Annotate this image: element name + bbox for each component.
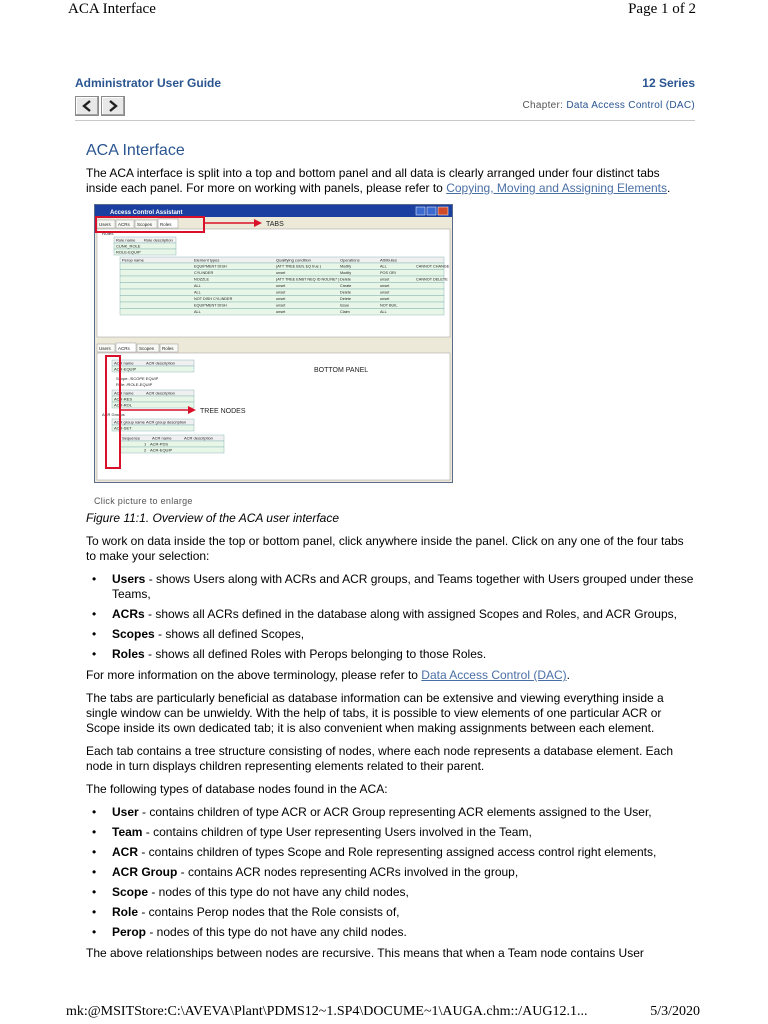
bottom-tab-scopes[interactable]: Scopes	[139, 346, 155, 351]
bullet-term: ACR Group	[112, 865, 178, 879]
bullet-role	[86, 905, 694, 920]
bottom-tab-users[interactable]: Users	[99, 346, 111, 351]
perop-cell: unset	[380, 284, 390, 289]
perop-cell: Modify	[340, 271, 352, 276]
acr-name-header: ACR name	[114, 390, 134, 396]
bullet-users	[86, 572, 694, 602]
perop-header: Element types	[194, 257, 220, 263]
bullet-term: Users	[112, 572, 146, 586]
section-title: ACA Interface	[86, 142, 185, 159]
top-tab-strip	[97, 219, 178, 228]
perop-cell: EQUIPMENT DISH	[194, 303, 227, 308]
perop-cell: Delete	[340, 277, 351, 282]
chapter-line	[522, 100, 695, 111]
terminology-paragraph	[86, 668, 694, 683]
perop-cell: unset	[276, 271, 286, 276]
perop-cell: unset	[276, 284, 286, 289]
previous-button[interactable]	[75, 96, 99, 116]
perop-cell: ALL	[380, 264, 387, 269]
print-footer-path: mk:@MSITStore:C:\AVEVA\Plant\PDMS12~1.SP4\DOCUME~1\AUGA.chm::/AUG12.1...	[66, 1004, 588, 1019]
intro-text: The ACA interface is split into a top and bottom panel and all data is clearly arranged under four distinct tabs inside each panel. For more on working with panels, please refer to	[86, 166, 660, 195]
top-tab-acrs[interactable]: ACRs	[118, 222, 130, 227]
perop-cell: POS ORI	[380, 271, 396, 276]
node-bullet-list	[86, 805, 694, 940]
perop-cell: Modify	[340, 264, 352, 269]
acr-item[interactable]: ACR-RES	[114, 396, 133, 402]
role-item[interactable]: CUNK_ROLE	[116, 243, 141, 249]
perop-cell: EQUIPMENT DISH	[194, 264, 227, 269]
guide-title: Administrator User Guide	[75, 76, 222, 90]
bullet-roles	[86, 647, 694, 662]
bullet-acrs	[86, 607, 694, 622]
perop-cell: Issue	[340, 303, 350, 308]
perop-cell: ALL	[194, 310, 201, 315]
tree-paragraph: Each tab contains a tree structure consisting of nodes, where each node represents a database element. Each node in turn displays children representing elements related to their parent.	[86, 744, 674, 773]
sequence-header: ACR name	[152, 435, 172, 441]
bullet-text: - contains ACR nodes representing ACRs involved in the group,	[177, 865, 519, 879]
perop-cell: unset	[380, 290, 390, 295]
bullet-user	[86, 805, 694, 820]
nav-arrows	[75, 96, 125, 116]
perop-cell: CANNOT CHANGE	[416, 264, 450, 269]
perop-cell: ALL	[194, 284, 201, 289]
terminology-text: For more information on the above terminology, please refer to	[86, 668, 422, 682]
sequence-header: Sequence	[122, 435, 141, 441]
bullet-team	[86, 825, 694, 840]
perop-cell: unset	[380, 297, 390, 302]
bullet-term: Role	[112, 905, 139, 919]
click-to-enlarge-note: Click picture to enlarge	[94, 496, 193, 506]
perop-cell: unset	[380, 277, 390, 282]
perop-cell: (ATT TREE BUIL EQ true )	[276, 264, 322, 269]
bottom-tab-acrs[interactable]: ACRs	[118, 346, 130, 351]
perop-rows	[120, 263, 450, 315]
sequence-cell: ACR-PDS	[150, 441, 169, 447]
sequence-cell: ACR-EQUIP	[150, 447, 173, 453]
perop-header: Qualifying condition	[276, 257, 311, 263]
top-tab-roles[interactable]: Roles	[160, 222, 172, 227]
print-header-title: ACA Interface	[68, 1, 156, 17]
intro-link[interactable]: Copying, Moving and Assigning Elements	[446, 181, 667, 195]
figure-caption: Figure 11:1. Overview of the ACA user interface	[86, 511, 340, 525]
perop-cell: ALL	[194, 290, 201, 295]
acr-group-name-header: ACR group name	[114, 419, 145, 425]
perop-cell: NOT DISH CYLINDER	[194, 297, 233, 302]
aca-window-illustration	[94, 204, 454, 484]
role-item[interactable]: ROLE-EQUIP	[116, 249, 141, 255]
bullet-term: ACR	[112, 845, 138, 859]
acr-desc-header: ACR description	[146, 360, 175, 366]
bottom-tab-strip	[97, 343, 178, 352]
perop-cell: Claim	[340, 310, 350, 315]
tab-bullet-list	[86, 572, 694, 662]
tree-nodes-callout: TREE NODES	[200, 408, 246, 415]
bullet-acr	[86, 845, 694, 860]
role-desc-header: Role description	[144, 237, 173, 243]
sequence-header: ACR description	[184, 435, 213, 441]
acr-desc-header: ACR description	[146, 390, 175, 396]
bullet-term: User	[112, 805, 139, 819]
dac-link[interactable]: Data Access Control (DAC)	[421, 668, 567, 682]
acr-item[interactable]: ACR-EQUIP	[114, 366, 137, 372]
perop-cell: (ATT TREE ENBT NEQ ID NOLINE* )	[276, 277, 340, 282]
bullet-scopes	[86, 627, 694, 642]
bullet-text: - contains children of types Scope and Role representing assigned access control right elements,	[138, 845, 657, 859]
acr-groups-node[interactable]: ACR Groups	[102, 412, 125, 417]
acr-group-item[interactable]: ACR-SET	[114, 425, 132, 431]
arrow-right-icon	[107, 100, 119, 112]
bullet-text: - nodes of this type do not have any child nodes.	[146, 925, 407, 939]
print-footer-date: 5/3/2020	[650, 1004, 700, 1019]
print-footer	[0, 1004, 768, 1024]
bullet-term: Scope	[112, 885, 149, 899]
page-content	[86, 143, 694, 969]
role-node[interactable]: Role: /ROLE-EQUIP	[116, 382, 153, 387]
bullet-text: - contains children of type User representing Users involved in the Team,	[142, 825, 532, 839]
perop-header: Perop name	[122, 257, 144, 263]
bullet-text: - shows all defined Roles with Perops belonging to those Roles.	[144, 647, 487, 661]
arrow-left-icon	[81, 100, 93, 112]
tabs-callout: TABS	[266, 221, 284, 228]
perop-cell: Delete	[340, 297, 351, 302]
chapter-label: Chapter:	[522, 100, 564, 111]
perop-cell: unset	[276, 303, 286, 308]
aca-screenshot-figure[interactable]	[94, 204, 454, 484]
perop-cell: NOZZLE	[194, 277, 209, 282]
next-button[interactable]	[101, 96, 125, 116]
perop-cell: unset	[276, 297, 286, 302]
bullet-term: ACRs	[112, 607, 145, 621]
perop-cell: unset	[276, 310, 286, 315]
work-paragraph: To work on data inside the top or bottom panel, click anywhere inside the panel. Click on any one of the four tabs to make your selection:	[86, 534, 684, 563]
bullet-term: Roles	[112, 647, 145, 661]
acr-name-header: ACR name	[114, 360, 134, 366]
bullet-acr-group	[86, 865, 694, 880]
top-tree-root: Roles	[102, 231, 114, 236]
perop-cell: NOT BUIL	[380, 303, 398, 308]
acr-item[interactable]: ACR-ROL	[114, 402, 133, 408]
guide-series: 12 Series	[642, 76, 695, 90]
perop-header: Attributes	[380, 257, 397, 263]
chapter-link[interactable]: Data Access Control (DAC)	[566, 100, 695, 111]
role-name-header: Role name	[116, 237, 136, 243]
perop-header: Operations	[340, 257, 360, 263]
perop-cell: CYLINDER	[194, 271, 214, 276]
print-header	[0, 0, 768, 22]
top-tab-scopes[interactable]: Scopes	[137, 222, 153, 227]
scope-node[interactable]: Scope: /SCOPE EQUIP	[116, 376, 159, 381]
sequence-cell: 1	[144, 441, 147, 447]
bullet-term: Perop	[112, 925, 147, 939]
bullet-perop	[86, 925, 694, 940]
bullet-scope	[86, 885, 694, 900]
bullet-text: - contains children of type ACR or ACR Group representing ACR elements assigned to the User,	[138, 805, 652, 819]
perop-cell: Delete	[340, 290, 351, 295]
terminology-end: .	[566, 668, 571, 682]
top-tab-users[interactable]: Users	[99, 222, 111, 227]
recursive-paragraph: The above relationships between nodes are recursive. This means that when a Team node contains User	[86, 946, 644, 960]
header-divider	[75, 120, 695, 121]
perop-cell: unset	[276, 290, 286, 295]
acr-group-desc-header: ACR group description	[146, 419, 187, 425]
bullet-term: Scopes	[112, 627, 155, 641]
bullet-text: - shows Users along with ACRs and ACR groups, and Teams together with Users grouped under these Teams,	[112, 572, 694, 601]
node-types-paragraph: The following types of database nodes found in the ACA:	[86, 782, 388, 796]
print-header-page: Page 1 of 2	[628, 1, 696, 17]
guide-header	[75, 76, 695, 116]
perop-cell: Create	[340, 284, 352, 289]
perop-cell: CANNOT DELETE	[416, 277, 448, 282]
sequence-cell: 2	[144, 447, 147, 453]
tabs-paragraph: The tabs are particularly beneficial as database information can be extensive and viewing everything inside a single window can be unwieldy. With the help of tabs, it is possible to view elements of one particular ACR or Scope inside its own dedicated tab; it is also convenient when making assignments between each element.	[86, 691, 664, 735]
bottom-panel-callout: BOTTOM PANEL	[314, 367, 369, 374]
bullet-text: - shows all ACRs defined in the database along with assigned Scopes and Roles, and ACR Groups,	[144, 607, 677, 621]
bullet-text: - shows all defined Scopes,	[154, 627, 305, 641]
bullet-term: Team	[112, 825, 143, 839]
intro-paragraph	[86, 166, 694, 196]
window-title: Access Control Assistant	[110, 210, 183, 216]
bullet-text: - contains Perop nodes that the Role consists of,	[138, 905, 400, 919]
bullet-text: - nodes of this type do not have any child nodes,	[148, 885, 409, 899]
bottom-tab-roles[interactable]: Roles	[162, 346, 174, 351]
perop-cell: ALL	[380, 310, 387, 315]
intro-end: .	[667, 181, 671, 195]
